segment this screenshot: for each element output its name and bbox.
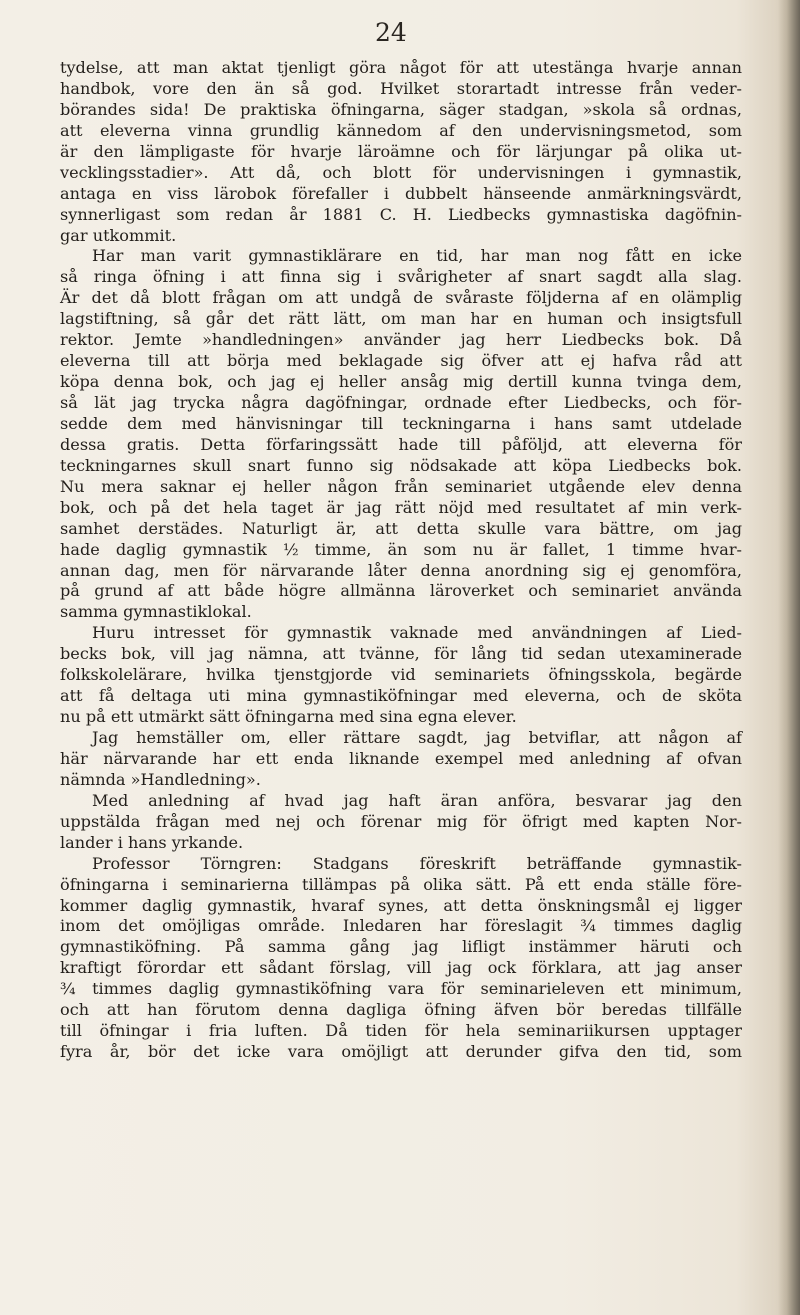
text-line: eleverna till att börja med beklagade sig öfver att ej hafva råd att — [60, 351, 742, 371]
text-line: att eleverna vinna grundlig kännedom af den undervisningsmetod, som — [60, 120, 742, 140]
page-edge-shadow — [778, 0, 800, 1315]
text-line: annan dag, men för närvarande låter denna anordning sig ej genomföra, — [60, 560, 742, 580]
text-line: hade daglig gymnastik ½ timme, än som nu är fallet, 1 timme hvar- — [60, 539, 742, 559]
text-line: lander i hans yrkande. — [60, 832, 244, 852]
text-line: Professor Törngren: Stadgans föreskrift beträffande gymnastik- — [92, 853, 742, 873]
text-line: inom det omöjligas område. Inledaren har föreslagit ¾ timmes daglig — [60, 916, 742, 936]
text-line: gar utkommit. — [60, 225, 177, 245]
text-line: kraftigt förordar ett sådant förslag, vill jag ock förklara, att jag anser — [60, 958, 742, 978]
text-line: köpa denna bok, och jag ej heller ansåg mig dertill kunna tvinga dem, — [60, 372, 742, 392]
text-line: Huru intresset för gymnastik vaknade med användningen af Lied- — [92, 623, 742, 643]
text-line: vecklingsstadier». Att då, och blott för undervisningen i gymnastik, — [60, 162, 742, 182]
text-line: synnerligast som redan år 1881 C. H. Liedbecks gymnastiska dagöfnin- — [60, 204, 742, 224]
text-line: uppstälda frågan med nej och förenar mig för öfrigt med kapten Nor- — [60, 811, 742, 831]
text-line: folkskolelärare, hvilka tjenstgjorde vid seminariets öfningsskola, begärde — [60, 665, 742, 685]
text-line: Nu mera saknar ej heller någon från seminariet utgående elev denna — [60, 476, 742, 496]
text-line: samma gymnastiklokal. — [60, 602, 252, 622]
text-line: Är det då blott frågan om att undgå de svåraste följderna af en olämplig — [60, 288, 742, 308]
text-line: ¾ timmes daglig gymnastiköfning vara för seminarieleven ett minimum, — [60, 979, 742, 999]
text-line: Med anledning af hvad jag haft äran anföra, besvarar jag den — [92, 790, 742, 810]
text-line: och att han förutom denna dagliga öfning äfven bör beredas tillfälle — [60, 1000, 742, 1020]
text-line: becks bok, vill jag nämna, att tvänne, för lång tid sedan utexaminerade — [60, 644, 742, 664]
text-line: till öfningar i fria luften. Då tiden för hela seminariikursen upptager — [60, 1021, 742, 1041]
text-line: på grund af att både högre allmänna läroverket och seminariet använda — [60, 581, 742, 601]
text-line: är den lämpligaste för hvarje läroämne och för lärjungar på olika ut- — [60, 141, 742, 161]
text-line: öfningarna i seminarierna tillämpas på olika sätt. På ett enda ställe före- — [60, 874, 742, 894]
text-line: rektor. Jemte »handledningen» använder jag herr Liedbecks bok. Då — [60, 330, 742, 350]
text-line: dessa gratis. Detta förfaringssätt hade till påföljd, att eleverna för — [60, 434, 742, 454]
text-line: kommer daglig gymnastik, hvaraf synes, att detta önskningsmål ej ligger — [60, 895, 742, 915]
text-line: gymnastiköfning. På samma gång jag lifligt instämmer häruti och — [60, 937, 742, 957]
text-line: fyra år, bör det icke vara omöjligt att derunder gifva den tid, som — [60, 1042, 742, 1062]
text-line: att få deltaga uti mina gymnastiköfningar med eleverna, och de sköta — [60, 686, 742, 706]
text-line: teckningarnes skull snart funno sig nödsakade att köpa Liedbecks bok. — [60, 455, 742, 475]
text-line: nu på ett utmärkt sätt öfningarna med sina egna elever. — [60, 707, 517, 727]
text-line: bok, och på det hela taget är jag rätt nöjd med resultatet af min verk- — [60, 497, 742, 517]
text-line: antaga en viss lärobok förefaller i dubbelt hänseende anmärkningsvärdt, — [60, 183, 742, 203]
body-text — [60, 58, 742, 1063]
text-line: samhet derstädes. Naturligt är, att detta skulle vara bättre, om jag — [60, 518, 742, 538]
text-line: tydelse, att man aktat tjenligt göra något för att utestänga hvarje annan — [60, 58, 742, 77]
text-line: sedde dem med hänvisningar till teckningarna i hans samt utdelade — [60, 413, 742, 433]
text-line: Jag hemställer om, eller rättare sagdt, jag betviflar, att någon af — [92, 728, 742, 747]
text-line: så lät jag trycka några dagöfningar, ordnade efter Liedbecks, och för- — [60, 393, 742, 412]
text-line: Har man varit gymnastiklärare en tid, har man nog fått en icke — [92, 246, 742, 266]
page-number: 24 — [375, 18, 407, 47]
text-line: handbok, vore den än så god. Hvilket storartadt intresse från veder- — [60, 78, 742, 98]
text-line: så ringa öfning i att finna sig i svårigheter af snart sagdt alla slag. — [60, 267, 742, 287]
text-line: nämnda »Handledning». — [60, 769, 261, 789]
text-line: här närvarande har ett enda liknande exempel med anledning af ofvan — [60, 748, 742, 768]
text-line: börandes sida! De praktiska öfningarna, säger stadgan, »skola så ordnas, — [60, 99, 742, 119]
text-line: lagstiftning, så går det rätt lätt, om man har en human och insigtsfull — [60, 309, 742, 329]
